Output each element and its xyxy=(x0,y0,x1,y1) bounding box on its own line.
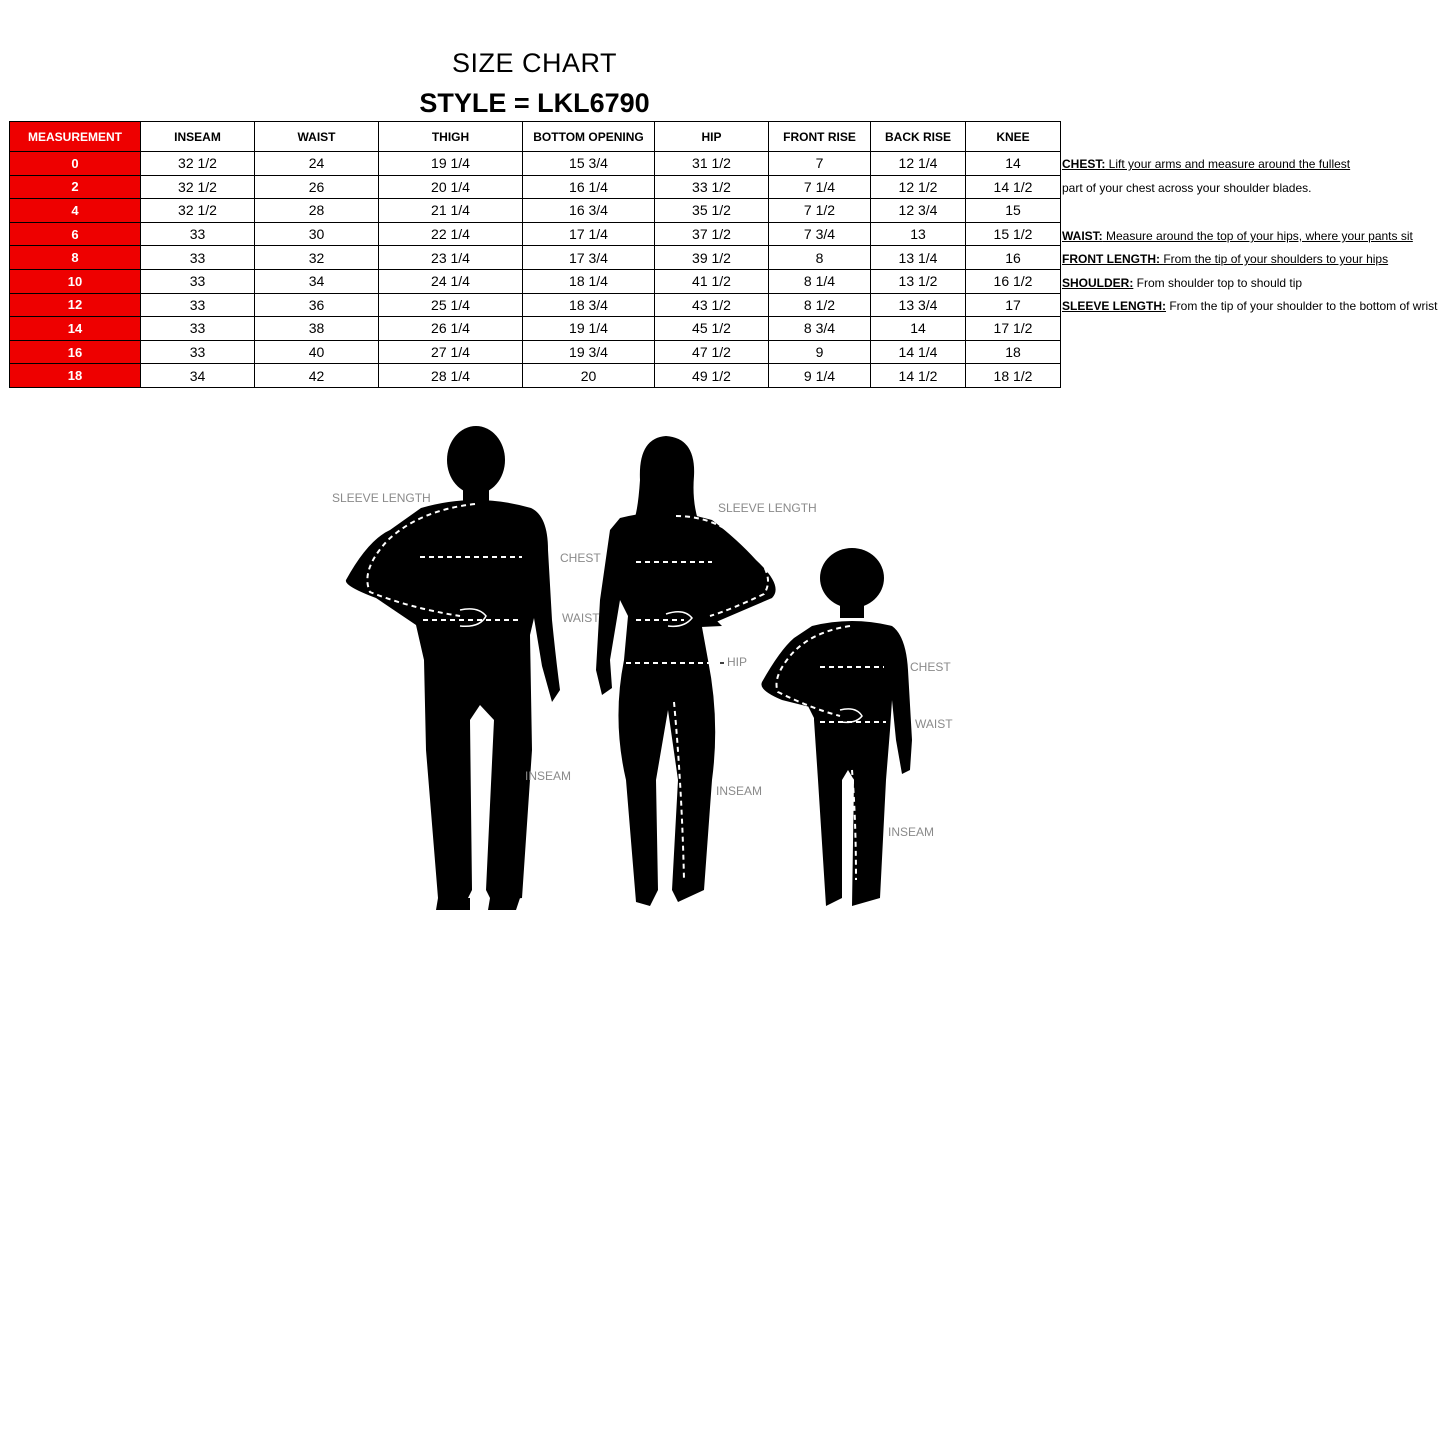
note-chest-continued xyxy=(1062,181,1311,195)
table-cell: 15 3/4 xyxy=(523,152,655,176)
man-sleeve-label: SLEEVE LENGTH xyxy=(332,491,431,505)
note-chest xyxy=(1062,157,1350,171)
column-header: FRONT RISE xyxy=(769,122,871,152)
note-text: Lift your arms and measure around the fullest xyxy=(1105,157,1351,171)
table-cell: 33 xyxy=(141,293,255,317)
woman-sleeve-label: SLEEVE LENGTH xyxy=(718,501,817,515)
child-inseam-label: INSEAM xyxy=(888,825,935,839)
table-row xyxy=(10,246,1061,270)
table-cell: 14 xyxy=(871,317,966,341)
woman-inseam-label: INSEAM xyxy=(716,784,763,798)
table-row xyxy=(10,222,1061,246)
man-waist-label: WAIST xyxy=(562,611,600,625)
table-cell: 25 1/4 xyxy=(379,293,523,317)
note-waist xyxy=(1062,229,1413,243)
table-cell: 45 1/2 xyxy=(655,317,769,341)
table-cell: 7 1/2 xyxy=(769,199,871,223)
child-waist-label: WAIST xyxy=(915,717,953,731)
table-cell: 13 1/2 xyxy=(871,269,966,293)
table-cell: 24 xyxy=(255,152,379,176)
style-code: STYLE = LKL6790 xyxy=(419,88,650,118)
note-key: SHOULDER: xyxy=(1062,276,1134,290)
table-cell: 26 xyxy=(255,175,379,199)
column-header: MEASUREMENT xyxy=(10,122,141,152)
table-cell: 17 xyxy=(966,293,1061,317)
table-cell: 33 xyxy=(141,222,255,246)
header-row xyxy=(10,122,1061,152)
table-cell: 15 xyxy=(966,199,1061,223)
table-cell: 49 1/2 xyxy=(655,364,769,388)
table-cell: 28 xyxy=(255,199,379,223)
table-cell: 32 1/2 xyxy=(141,199,255,223)
table-cell: 33 1/2 xyxy=(655,175,769,199)
note-sleeve-length xyxy=(1062,299,1437,313)
table-row xyxy=(10,364,1061,388)
table-cell: 41 1/2 xyxy=(655,269,769,293)
note-text: part of your chest across your shoulder blades. xyxy=(1062,181,1312,195)
column-header: BOTTOM OPENING xyxy=(523,122,655,152)
column-header: HIP xyxy=(655,122,769,152)
table-cell: 47 1/2 xyxy=(655,340,769,364)
man-chest-label: CHEST xyxy=(560,551,601,565)
table-cell: 12 3/4 xyxy=(871,199,966,223)
table-cell: 8 3/4 xyxy=(769,317,871,341)
table-cell: 16 1/2 xyxy=(966,269,1061,293)
note-text: From shoulder top to should tip xyxy=(1133,276,1303,290)
table-cell: 14 1/4 xyxy=(871,340,966,364)
table-cell: 14 xyxy=(966,152,1061,176)
table-row xyxy=(10,269,1061,293)
table-cell: 19 1/4 xyxy=(523,317,655,341)
table-cell: 21 1/4 xyxy=(379,199,523,223)
size-cell: 16 xyxy=(10,340,141,364)
table-cell: 15 1/2 xyxy=(966,222,1061,246)
size-cell: 8 xyxy=(10,246,141,270)
size-cell: 6 xyxy=(10,222,141,246)
table-cell: 31 1/2 xyxy=(655,152,769,176)
table-row xyxy=(10,317,1061,341)
size-cell: 2 xyxy=(10,175,141,199)
table-cell: 16 1/4 xyxy=(523,175,655,199)
table-cell: 17 3/4 xyxy=(523,246,655,270)
table-cell: 20 1/4 xyxy=(379,175,523,199)
table-cell: 23 1/4 xyxy=(379,246,523,270)
table-cell: 27 1/4 xyxy=(379,340,523,364)
table-cell: 33 xyxy=(141,317,255,341)
column-header: THIGH xyxy=(379,122,523,152)
man-inseam-label: INSEAM xyxy=(525,769,572,783)
table-cell: 43 1/2 xyxy=(655,293,769,317)
table-cell: 12 1/2 xyxy=(871,175,966,199)
table-row xyxy=(10,293,1061,317)
table-cell: 33 xyxy=(141,269,255,293)
table-cell: 7 xyxy=(769,152,871,176)
table-cell: 35 1/2 xyxy=(655,199,769,223)
table-row xyxy=(10,340,1061,364)
table-cell: 26 1/4 xyxy=(379,317,523,341)
note-key: CHEST: xyxy=(1062,157,1106,171)
note-key: SLEEVE LENGTH: xyxy=(1062,299,1167,313)
table-cell: 34 xyxy=(255,269,379,293)
table-cell: 13 xyxy=(871,222,966,246)
table-cell: 39 1/2 xyxy=(655,246,769,270)
table-cell: 24 1/4 xyxy=(379,269,523,293)
note-text: Measure around the top of your hips, where your pants sit xyxy=(1102,229,1413,243)
table-cell: 9 1/4 xyxy=(769,364,871,388)
column-header: INSEAM xyxy=(141,122,255,152)
table-cell: 40 xyxy=(255,340,379,364)
child-chest-label: CHEST xyxy=(910,660,951,674)
column-header: WAIST xyxy=(255,122,379,152)
table-cell: 18 3/4 xyxy=(523,293,655,317)
table-cell: 33 xyxy=(141,340,255,364)
note-key: FRONT LENGTH: xyxy=(1062,252,1160,266)
table-cell: 13 1/4 xyxy=(871,246,966,270)
table-cell: 38 xyxy=(255,317,379,341)
table-cell: 17 1/4 xyxy=(523,222,655,246)
table-row xyxy=(10,175,1061,199)
table-cell: 9 xyxy=(769,340,871,364)
table-cell: 19 1/4 xyxy=(379,152,523,176)
note-text: From the tip of your shoulders to your hips xyxy=(1160,252,1389,266)
note-key: WAIST: xyxy=(1062,229,1103,243)
size-table xyxy=(9,121,1061,388)
table-cell: 13 3/4 xyxy=(871,293,966,317)
size-cell: 0 xyxy=(10,152,141,176)
note-text: From the tip of your shoulder to the bottom of wrist xyxy=(1166,299,1438,313)
size-cell: 4 xyxy=(10,199,141,223)
note-front-length xyxy=(1062,252,1388,266)
table-cell: 18 xyxy=(966,340,1061,364)
table-cell: 18 1/4 xyxy=(523,269,655,293)
size-cell: 14 xyxy=(10,317,141,341)
page-title: SIZE CHART xyxy=(451,48,618,78)
table-cell: 16 3/4 xyxy=(523,199,655,223)
table-cell: 17 1/2 xyxy=(966,317,1061,341)
table-cell: 37 1/2 xyxy=(655,222,769,246)
table-cell: 7 1/4 xyxy=(769,175,871,199)
table-cell: 28 1/4 xyxy=(379,364,523,388)
table-cell: 12 1/4 xyxy=(871,152,966,176)
table-cell: 34 xyxy=(141,364,255,388)
table-cell: 19 3/4 xyxy=(523,340,655,364)
table-cell: 42 xyxy=(255,364,379,388)
table-cell: 32 1/2 xyxy=(141,152,255,176)
table-cell: 8 1/2 xyxy=(769,293,871,317)
size-cell: 18 xyxy=(10,364,141,388)
table-row xyxy=(10,152,1061,176)
table-cell: 20 xyxy=(523,364,655,388)
column-header: BACK RISE xyxy=(871,122,966,152)
table-cell: 14 1/2 xyxy=(966,175,1061,199)
size-cell: 10 xyxy=(10,269,141,293)
table-row xyxy=(10,199,1061,223)
table-cell: 16 xyxy=(966,246,1061,270)
table-cell: 36 xyxy=(255,293,379,317)
child-silhouette xyxy=(761,548,912,906)
table-cell: 33 xyxy=(141,246,255,270)
table-cell: 8 xyxy=(769,246,871,270)
size-cell: 12 xyxy=(10,293,141,317)
woman-hip-label: HIP xyxy=(727,655,748,669)
table-cell: 32 xyxy=(255,246,379,270)
table-cell: 30 xyxy=(255,222,379,246)
table-cell: 8 1/4 xyxy=(769,269,871,293)
table-cell: 14 1/2 xyxy=(871,364,966,388)
note-shoulder xyxy=(1062,276,1302,290)
table-cell: 18 1/2 xyxy=(966,364,1061,388)
column-header: KNEE xyxy=(966,122,1061,152)
table-cell: 22 1/4 xyxy=(379,222,523,246)
table-cell: 32 1/2 xyxy=(141,175,255,199)
table-cell: 7 3/4 xyxy=(769,222,871,246)
measurement-figure xyxy=(320,420,980,920)
